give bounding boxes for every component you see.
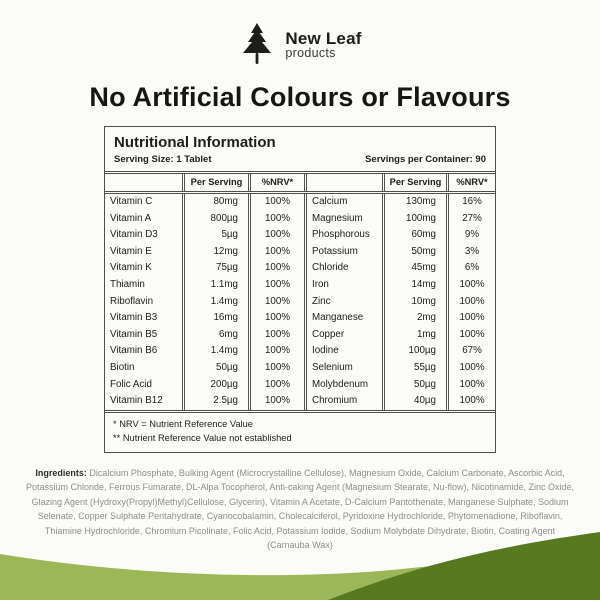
nutrient-name: Magnesium	[304, 211, 382, 228]
nutrient-nrv: 100%	[248, 360, 304, 377]
nutrient-row	[105, 343, 495, 360]
nutrient-amount: 80mg	[182, 194, 248, 211]
panel-top	[105, 127, 495, 171]
nutrient-name: Vitamin C	[110, 196, 153, 207]
serving-size: Serving Size: 1 Tablet	[114, 154, 212, 165]
per-serving-header-left: Per Serving	[182, 174, 248, 191]
nutrient-grid	[105, 194, 495, 410]
nutrient-amount: 1mg	[382, 327, 446, 344]
nutrient-name: Phosphorous	[304, 227, 382, 244]
nutrient-nrv: 100%	[248, 227, 304, 244]
green-wave-decoration	[0, 528, 600, 600]
nrv-header-left: %NRV*	[248, 174, 304, 191]
nutrient-name: Copper	[304, 327, 382, 344]
nutrient-nrv: 100%	[248, 260, 304, 277]
nutrient-name: Iron	[304, 277, 382, 294]
nutrient-row	[105, 194, 495, 211]
serving-row	[114, 154, 486, 168]
nutrient-amount: 2.5µg	[182, 393, 248, 410]
nutrient-name: Folic Acid	[110, 378, 152, 390]
nutrient-nrv: 100%	[446, 294, 495, 311]
nutrient-amount: 12mg	[182, 244, 248, 261]
nutrient-name: Zinc	[304, 294, 382, 311]
nutrient-amount: 75µg	[182, 260, 248, 277]
nutrient-row	[105, 211, 495, 228]
nutrient-name: Chromium	[304, 393, 382, 410]
nutrient-row	[105, 310, 495, 327]
nutrient-amount: 6mg	[182, 327, 248, 344]
nutrient-amount: 60mg	[382, 227, 446, 244]
nutrient-nrv: 100%	[446, 360, 495, 377]
nutrient-amount: 14mg	[382, 277, 446, 294]
nutrient-row	[105, 244, 495, 261]
empty-header-cell-2	[304, 174, 382, 191]
nutrient-name: Calcium	[304, 194, 382, 211]
nutrient-row	[105, 360, 495, 377]
nutrient-nrv: 100%	[248, 194, 304, 211]
nutrient-nrv: 100%	[248, 244, 304, 261]
nutrient-nrv: 100%	[248, 294, 304, 311]
nutrient-amount: 1.1mg	[182, 277, 248, 294]
nutrient-row	[105, 327, 495, 344]
nutrient-name: Biotin	[110, 361, 135, 373]
nutrient-nrv: 100%	[446, 327, 495, 344]
footnotes	[105, 410, 495, 452]
nutrient-amount: 55µg	[382, 360, 446, 377]
nutrient-nrv: 100%	[446, 277, 495, 294]
dark-green-wave	[328, 532, 600, 600]
nutrient-amount: 10mg	[382, 294, 446, 311]
nutrient-nrv: 6%	[446, 260, 495, 277]
nutrient-row	[105, 393, 495, 410]
nutrient-nrv: 100%	[248, 343, 304, 360]
nutrient-name: Molybdenum	[304, 377, 382, 394]
ingredients-label: Ingredients:	[35, 467, 87, 478]
brand-name: New Leaf	[285, 28, 362, 48]
nutrient-amount: 100mg	[382, 211, 446, 228]
nutrient-name: Riboflavin	[110, 295, 154, 307]
nutrient-amount: 50mg	[382, 244, 446, 261]
nutrient-amount: 2mg	[382, 310, 446, 327]
nutrient-name: Vitamin B3	[110, 312, 158, 324]
nutrient-nrv: 9%	[446, 227, 495, 244]
nutrient-row	[105, 277, 495, 294]
nutrient-nrv: 100%	[446, 393, 495, 410]
nutrient-name: Vitamin E	[110, 245, 152, 257]
nutrient-name: Vitamin K	[110, 262, 152, 274]
nutrient-amount: 45mg	[382, 260, 446, 277]
nutrient-amount: 50µg	[382, 377, 446, 394]
nutrient-nrv: 100%	[446, 310, 495, 327]
nutrient-nrv: 100%	[446, 377, 495, 394]
nutrient-amount: 40µg	[382, 393, 446, 410]
empty-header-cell	[105, 174, 182, 191]
column-header-row	[105, 171, 495, 194]
nutrient-name: Manganese	[304, 310, 382, 327]
brand-subtitle: products	[285, 46, 336, 61]
nutrient-name: Selenium	[304, 360, 382, 377]
nutrient-amount: 130mg	[382, 194, 446, 211]
nutrient-name: Iodine	[304, 343, 382, 360]
nutrient-name: Thiamin	[110, 278, 145, 290]
nutrient-amount: 1.4mg	[182, 343, 248, 360]
nrv-header-right: %NRV*	[446, 174, 495, 191]
nutrient-amount: 800µg	[182, 211, 248, 228]
nutrient-row	[105, 294, 495, 311]
nutrient-amount: 1.4mg	[182, 294, 248, 311]
nutrient-nrv: 100%	[248, 327, 304, 344]
brand-logo	[0, 0, 600, 68]
nutrient-row	[105, 227, 495, 244]
nutrient-nrv: 100%	[248, 310, 304, 327]
brand-text	[285, 30, 361, 61]
nutrient-amount: 100µg	[382, 343, 446, 360]
nutrient-amount: 200µg	[182, 377, 248, 394]
nutrient-name: Vitamin A	[110, 212, 152, 224]
nutrient-nrv: 16%	[446, 194, 495, 211]
nutrient-name: Vitamin D3	[110, 229, 158, 241]
nutrient-nrv: 100%	[248, 393, 304, 410]
nutrient-nrv: 100%	[248, 377, 304, 394]
nutrition-panel	[104, 126, 496, 453]
footnote-not-established: ** Nutrient Reference Value not established	[113, 433, 292, 444]
nutrient-name: Vitamin B6	[110, 345, 158, 357]
per-serving-header-right: Per Serving	[382, 174, 446, 191]
nutrient-name: Vitamin B5	[110, 328, 158, 340]
servings-per-container: Servings per Container: 90	[365, 154, 486, 165]
nutrient-name: Vitamin B12	[110, 395, 163, 407]
nutrient-amount: 50µg	[182, 360, 248, 377]
nutrient-nrv: 3%	[446, 244, 495, 261]
nutrient-name: Potassium	[304, 244, 382, 261]
nutrient-amount: 16mg	[182, 310, 248, 327]
nutrient-row	[105, 377, 495, 394]
pine-tree-icon	[238, 22, 276, 68]
nutrient-nrv: 67%	[446, 343, 495, 360]
nutrient-nrv: 27%	[446, 211, 495, 228]
nutrient-nrv: 100%	[248, 277, 304, 294]
footnote-nrv: * NRV = Nutrient Reference Value	[113, 418, 253, 429]
panel-heading: Nutritional Information	[114, 134, 276, 151]
page-title: No Artificial Colours or Flavours	[89, 82, 511, 112]
nutrient-amount: 5µg	[182, 227, 248, 244]
nutrient-row	[105, 260, 495, 277]
nutrient-nrv: 100%	[248, 211, 304, 228]
nutrient-name: Chloride	[304, 260, 382, 277]
ingredients-text: Dicalcium Phosphate, Bulking Agent (Microcrystalline Cellulose), Magnesium Oxide, Calcium Carbonate, Ascorbic Acid, Potassium Chloride, Ferrous Fumarate, DL-Alpa Tocopherol, Anti-caking Agent (Magnesium Stearate, Nu-flow), Nicotinamide, Zinc Oxide, Glazing Agent (Hydroxy(Propyl)Methyl)Cellulose, Glycerin), Vitamin A Acetate, D-Calcium Pantothenate, Manganese Sulphate, Sodium Selenate, Copper Sulphate Pentahydrate, Cyanocobalamin, Cholecalciferol, Pyridoxine Hydrochloride, Phytomenadione, Riboflavin, Thiamine Hydrochloride, Chromium Picolinate, Folic Acid, Potassium Iodide, Sodium Molybdate Dihydrate, Biotin, Coating Agent (Carnauba Wax)	[25, 467, 575, 551]
